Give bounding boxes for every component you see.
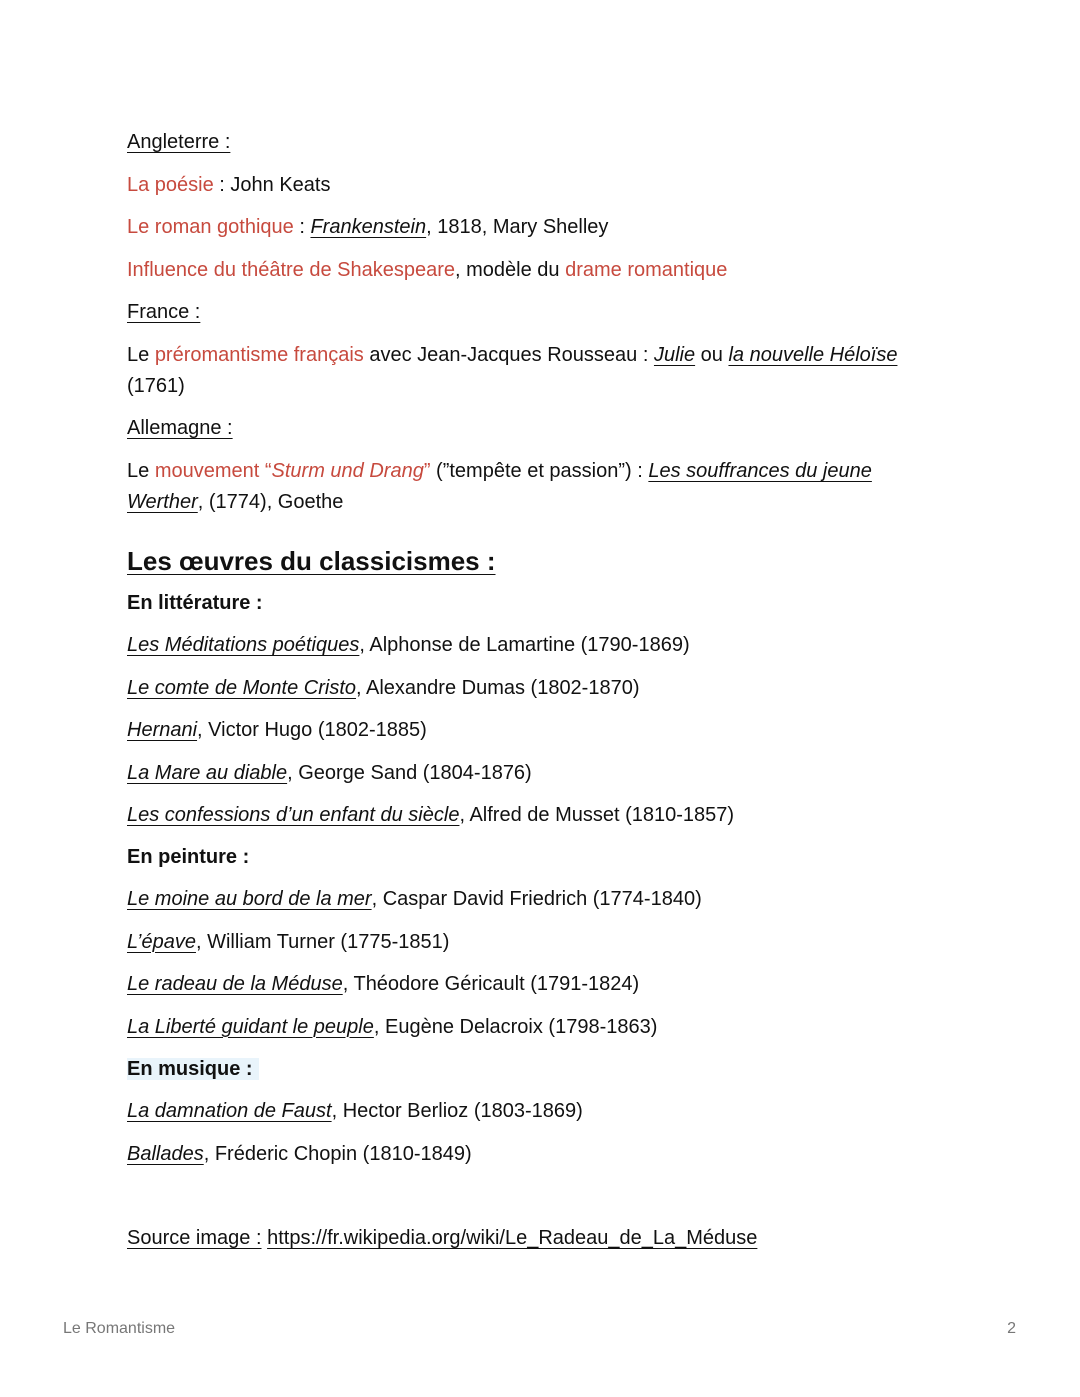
- list-item: [127, 676, 640, 700]
- list-item: [127, 972, 639, 996]
- list-item: [127, 887, 702, 911]
- work-title: la nouvelle Héloïse: [728, 344, 898, 366]
- text: Le: [127, 460, 155, 482]
- work-title: La damnation de Faust: [127, 1100, 332, 1122]
- list-item: [127, 1099, 583, 1123]
- text: :: [293, 216, 311, 238]
- source-line: [127, 1226, 757, 1250]
- red-label: drame romantique: [565, 259, 728, 281]
- text-line: [127, 258, 727, 282]
- text: , modèle du: [455, 259, 566, 281]
- text: , 1818, Mary Shelley: [426, 216, 609, 238]
- author-dates: , Caspar David Friedrich (1774-1840): [371, 888, 702, 910]
- work-title: Julie: [653, 344, 696, 366]
- author-dates: , William Turner (1775-1851): [195, 930, 450, 953]
- author-dates: , Alfred de Musset (1810-1857): [459, 804, 735, 826]
- work-title: Les confessions d’un enfant du siècle: [127, 804, 460, 826]
- work-title: Ballades: [127, 1142, 204, 1165]
- list-item: [127, 1015, 657, 1039]
- page-number: 2: [1007, 1320, 1016, 1337]
- work-title: L’épave: [127, 930, 196, 953]
- heading-angleterre: Angleterre :: [127, 131, 231, 153]
- heading-france: France :: [127, 301, 201, 323]
- red-label: préromantisme français: [154, 344, 364, 366]
- work-title: Le radeau de la Méduse: [127, 973, 343, 995]
- text: Le: [127, 344, 155, 366]
- footer-title: Le Romantisme: [63, 1320, 176, 1337]
- work-title: La Mare au diable: [127, 761, 288, 784]
- author-dates: , Théodore Géricault (1791-1824): [342, 973, 640, 995]
- list-item: [127, 803, 734, 827]
- author-dates: , Alexandre Dumas (1802-1870): [356, 676, 640, 699]
- author-dates: , Hector Berlioz (1803-1869): [331, 1100, 583, 1122]
- list-item: [127, 633, 690, 657]
- author-dates: , George Sand (1804-1876): [287, 761, 532, 784]
- text: mouvement “: [154, 460, 272, 482]
- work-title: Les souffrances du jeune: [648, 460, 872, 482]
- red-label: La poésie: [127, 174, 214, 196]
- work-title: Frankenstein: [310, 216, 427, 238]
- red-label: [155, 460, 431, 482]
- list-item: [127, 761, 532, 785]
- highlight: En musique :: [127, 1058, 259, 1080]
- list-item: [127, 930, 449, 954]
- author-dates: , Fréderic Chopin (1810-1849): [203, 1142, 472, 1165]
- text: Sturm und Drang: [271, 460, 424, 482]
- subheading-peinture: En peinture :: [127, 846, 250, 868]
- work-title: Les Méditations poétiques: [127, 634, 360, 656]
- text-line: (1761): [127, 375, 185, 397]
- red-label: Influence du théâtre de Shakespeare: [127, 259, 456, 281]
- author-dates: , Alphonse de Lamartine (1790-1869): [359, 634, 690, 656]
- text: : John Keats: [213, 174, 331, 196]
- heading-allemagne: Allemagne :: [127, 417, 233, 439]
- work-title: La Liberté guidant le peuple: [127, 1015, 374, 1038]
- text: ou: [695, 344, 729, 366]
- work-title: Le moine au bord de la mer: [127, 888, 372, 910]
- work-title: Werther: [127, 491, 198, 513]
- work-title: Le comte de Monte Cristo: [127, 676, 356, 699]
- text: avec Jean-Jacques Rousseau :: [363, 344, 654, 366]
- source-label: Source image :: [127, 1227, 262, 1249]
- red-label: Le roman gothique: [127, 216, 294, 238]
- text-line: [127, 490, 343, 514]
- list-item: [127, 1142, 472, 1166]
- text: , (1774), Goethe: [197, 491, 344, 513]
- section-title: Les œuvres du classicismes :: [127, 546, 496, 576]
- text-line: [127, 459, 872, 483]
- text-line: [127, 173, 331, 197]
- source-link[interactable]: https://fr.wikipedia.org/wiki/Le_Radeau_de_La_Méduse: [267, 1227, 758, 1249]
- author-dates: , Eugène Delacroix (1798-1863): [373, 1015, 658, 1038]
- text-line: [127, 215, 608, 239]
- author-dates: , Victor Hugo (1802-1885): [197, 719, 427, 741]
- subheading-litterature: En littérature :: [127, 592, 263, 614]
- text-line: [127, 343, 897, 367]
- text: (”tempête et passion”) :: [430, 460, 649, 482]
- text: ”: [423, 460, 431, 482]
- list-item: [127, 718, 427, 742]
- subheading-musique: [127, 1057, 259, 1081]
- work-title: Hernani: [127, 719, 198, 741]
